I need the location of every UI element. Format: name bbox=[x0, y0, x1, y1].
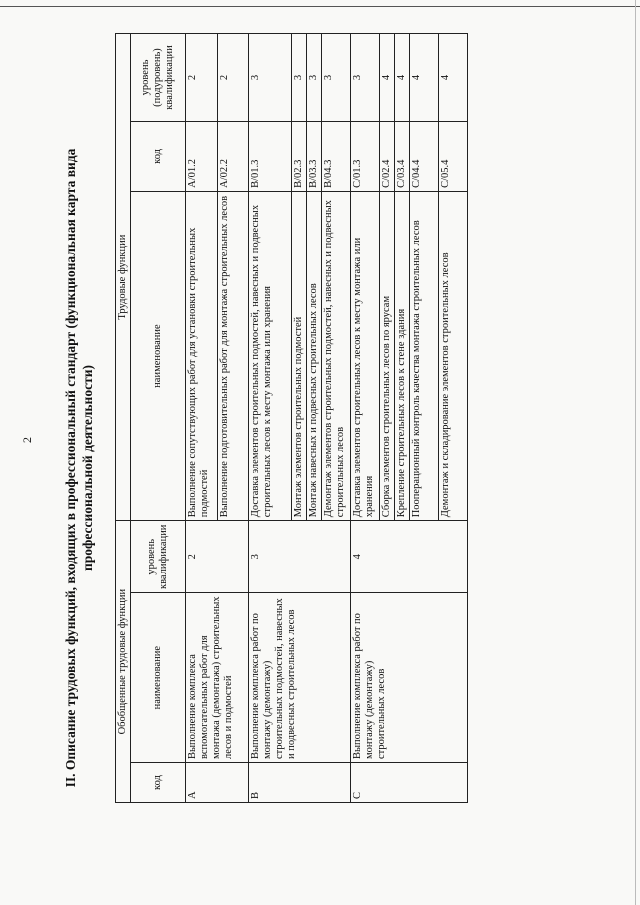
group-code: A bbox=[186, 763, 249, 803]
scan-edge-line bbox=[0, 6, 640, 7]
table-body bbox=[186, 34, 468, 803]
function-name: Сборка элементов строительных лесов по ярусам bbox=[380, 191, 395, 520]
function-code: C/03.4 bbox=[395, 121, 410, 191]
table-row bbox=[249, 34, 292, 803]
header-lab-level: уровень (подуровень) квалификации bbox=[131, 34, 186, 122]
function-level: 3 bbox=[322, 34, 351, 122]
group-code: C bbox=[351, 763, 468, 803]
function-code: C/01.3 bbox=[351, 121, 380, 191]
group-level: 4 bbox=[351, 521, 468, 593]
group-name: Выполнение комплекса работ по монтажу (демонтажу) строительных подмостей, навесных и подвесных строительных лесов bbox=[249, 593, 351, 763]
function-name: Доставка элементов строительных лесов к месту монтажа или хранения bbox=[351, 191, 380, 520]
page-number: 2 bbox=[20, 437, 34, 443]
function-name: Пооперационный контроль качества монтажа строительных лесов bbox=[410, 191, 439, 520]
function-level: 4 bbox=[410, 34, 439, 122]
function-code: C/02.4 bbox=[380, 121, 395, 191]
function-name: Монтаж элементов строительных подмостей bbox=[292, 191, 307, 520]
function-name: Монтаж навесных и подвесных строительных лесов bbox=[307, 191, 322, 520]
header-lab-name: наименование bbox=[131, 191, 186, 520]
header-gen-name: наименование bbox=[131, 593, 186, 763]
scan-edge-line-right bbox=[635, 0, 636, 905]
header-labor: Трудовые функции bbox=[116, 34, 131, 521]
header-generalized: Обобщенные трудовые функции bbox=[116, 521, 131, 803]
table-row bbox=[351, 34, 380, 803]
function-name: Демонтаж и складирование элементов строительных лесов bbox=[439, 191, 468, 520]
function-level: 3 bbox=[292, 34, 307, 122]
function-name: Демонтаж элементов строительных подмостей, навесных и подвесных строительных лесов bbox=[322, 191, 351, 520]
table-row bbox=[186, 34, 218, 803]
function-name: Выполнение подготовительных работ для монтажа строительных лесов bbox=[217, 191, 249, 520]
header-gen-code: код bbox=[131, 763, 186, 803]
header-lab-code: код bbox=[131, 121, 186, 191]
rotated-page bbox=[20, 23, 620, 893]
function-code: C/04.4 bbox=[410, 121, 439, 191]
function-code: B/03.3 bbox=[307, 121, 322, 191]
function-level: 4 bbox=[395, 34, 410, 122]
function-level: 3 bbox=[249, 34, 292, 122]
function-code: C/05.4 bbox=[439, 121, 468, 191]
header-gen-level: уровень квалификации bbox=[131, 521, 186, 593]
group-name: Выполнение комплекса работ по монтажу (демонтажу) строительных лесов bbox=[351, 593, 468, 763]
function-code: B/02.3 bbox=[292, 121, 307, 191]
group-code: B bbox=[249, 763, 351, 803]
function-level: 2 bbox=[217, 34, 249, 122]
functional-map-table bbox=[115, 33, 468, 803]
function-level: 4 bbox=[380, 34, 395, 122]
function-level: 3 bbox=[307, 34, 322, 122]
function-level: 4 bbox=[439, 34, 468, 122]
group-name: Выполнение комплекса вспомогательных работ для монтажа (демонтажа) строительных лесов и подмостей bbox=[186, 593, 249, 763]
group-level: 3 bbox=[249, 521, 351, 593]
function-code: B/04.3 bbox=[322, 121, 351, 191]
function-name: Выполнение сопутствующих работ для установки строительных подмостей bbox=[186, 191, 218, 520]
function-level: 2 bbox=[186, 34, 218, 122]
group-level: 2 bbox=[186, 521, 249, 593]
function-code: B/01.3 bbox=[249, 121, 292, 191]
function-name: Доставка элементов строительных подмостей, навесных и подвесных строительных лесов к месту монтажа или хранения bbox=[249, 191, 292, 520]
section-heading bbox=[62, 63, 96, 873]
function-code: A/02.2 bbox=[217, 121, 249, 191]
heading-line-1: II. Описание трудовых функций, входящих в профессиональный стандарт (функциональная карта вида bbox=[63, 148, 78, 788]
function-code: A/01.2 bbox=[186, 121, 218, 191]
function-name: Крепление строительных лесов к стене здания bbox=[395, 191, 410, 520]
function-level: 3 bbox=[351, 34, 380, 122]
heading-line-2: профессиональной деятельности) bbox=[80, 365, 95, 571]
